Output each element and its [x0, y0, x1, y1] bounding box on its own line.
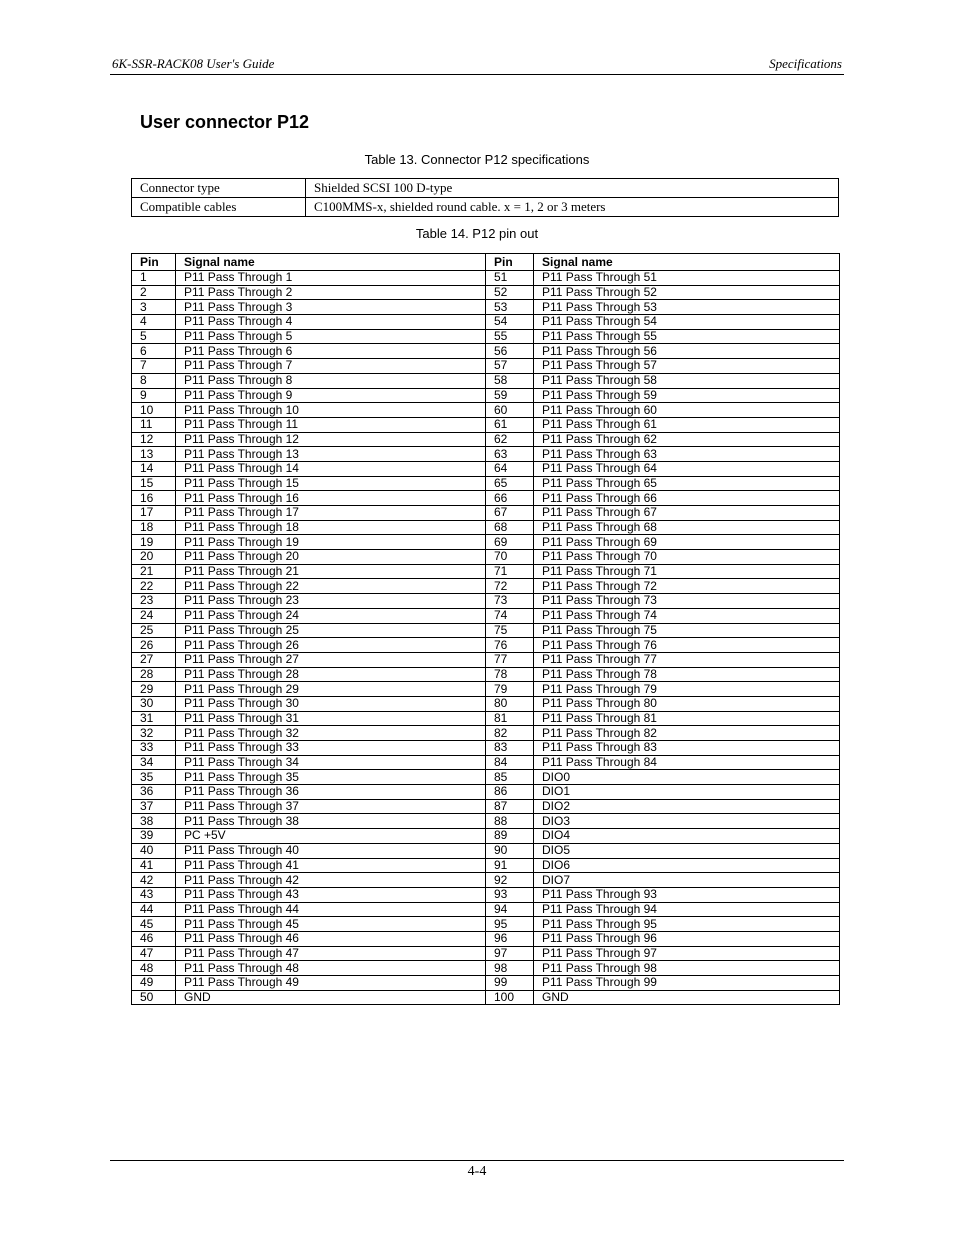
pin-number: 39	[132, 829, 176, 844]
pin-number: 66	[486, 491, 534, 506]
table-row	[132, 829, 840, 844]
table-row	[132, 329, 840, 344]
signal-name: P11 Pass Through 60	[534, 403, 840, 418]
table-row	[132, 946, 840, 961]
pin-number: 88	[486, 814, 534, 829]
signal-name: P11 Pass Through 22	[176, 579, 486, 594]
signal-name: P11 Pass Through 75	[534, 623, 840, 638]
signal-name: P11 Pass Through 74	[534, 608, 840, 623]
table-row	[132, 652, 840, 667]
signal-name: P11 Pass Through 19	[176, 535, 486, 550]
signal-name: P11 Pass Through 17	[176, 506, 486, 521]
signal-name: P11 Pass Through 70	[534, 550, 840, 565]
signal-name: P11 Pass Through 14	[176, 461, 486, 476]
pin-number: 4	[132, 315, 176, 330]
pin-number: 86	[486, 785, 534, 800]
table-row	[132, 373, 840, 388]
signal-name: P11 Pass Through 11	[176, 417, 486, 432]
signal-name: P11 Pass Through 51	[534, 271, 840, 286]
signal-name: DIO0	[534, 770, 840, 785]
signal-name: P11 Pass Through 96	[534, 931, 840, 946]
pin-number: 97	[486, 946, 534, 961]
signal-name: P11 Pass Through 35	[176, 770, 486, 785]
table-row	[132, 961, 840, 976]
signal-name: P11 Pass Through 43	[176, 887, 486, 902]
signal-name: P11 Pass Through 76	[534, 638, 840, 653]
table-row	[132, 799, 840, 814]
signal-name: P11 Pass Through 78	[534, 667, 840, 682]
pin-number: 22	[132, 579, 176, 594]
pin-number: 94	[486, 902, 534, 917]
pin-number: 67	[486, 506, 534, 521]
pin-number: 54	[486, 315, 534, 330]
pin-number: 3	[132, 300, 176, 315]
pin-number: 91	[486, 858, 534, 873]
pin-number: 49	[132, 976, 176, 991]
pin-number: 36	[132, 785, 176, 800]
signal-name: P11 Pass Through 68	[534, 520, 840, 535]
signal-name: P11 Pass Through 54	[534, 315, 840, 330]
signal-name: P11 Pass Through 49	[176, 976, 486, 991]
pin-number: 64	[486, 461, 534, 476]
signal-name: P11 Pass Through 59	[534, 388, 840, 403]
pin-number: 65	[486, 476, 534, 491]
signal-name: P11 Pass Through 4	[176, 315, 486, 330]
signal-name: P11 Pass Through 34	[176, 755, 486, 770]
pin-number: 78	[486, 667, 534, 682]
column-header-pin: Pin	[486, 254, 534, 271]
table-row	[132, 873, 840, 888]
signal-name: P11 Pass Through 27	[176, 652, 486, 667]
pin-number: 70	[486, 550, 534, 565]
signal-name: P11 Pass Through 12	[176, 432, 486, 447]
pin-number: 85	[486, 770, 534, 785]
table-row	[132, 638, 840, 653]
signal-name: P11 Pass Through 8	[176, 373, 486, 388]
pin-number: 89	[486, 829, 534, 844]
table-row	[132, 682, 840, 697]
pin-number: 55	[486, 329, 534, 344]
pin-number: 69	[486, 535, 534, 550]
table-header-row	[132, 254, 840, 271]
signal-name: P11 Pass Through 21	[176, 564, 486, 579]
table-row	[132, 785, 840, 800]
pin-number: 14	[132, 461, 176, 476]
pin-number: 38	[132, 814, 176, 829]
signal-name: DIO2	[534, 799, 840, 814]
signal-name: P11 Pass Through 32	[176, 726, 486, 741]
signal-name: DIO7	[534, 873, 840, 888]
pin-number: 87	[486, 799, 534, 814]
signal-name: P11 Pass Through 80	[534, 696, 840, 711]
signal-name: P11 Pass Through 71	[534, 564, 840, 579]
pin-number: 20	[132, 550, 176, 565]
pin-number: 74	[486, 608, 534, 623]
pin-number: 60	[486, 403, 534, 418]
table-row	[132, 344, 840, 359]
signal-name: P11 Pass Through 95	[534, 917, 840, 932]
pin-number: 18	[132, 520, 176, 535]
signal-name: P11 Pass Through 3	[176, 300, 486, 315]
pin-number: 72	[486, 579, 534, 594]
signal-name: P11 Pass Through 69	[534, 535, 840, 550]
table-row	[132, 741, 840, 756]
pin-number: 50	[132, 990, 176, 1005]
pin-number: 84	[486, 755, 534, 770]
pin-number: 61	[486, 417, 534, 432]
pin-number: 48	[132, 961, 176, 976]
table-row	[132, 359, 840, 374]
table-row	[132, 858, 840, 873]
pin-number: 92	[486, 873, 534, 888]
table-row	[132, 711, 840, 726]
table-row	[132, 814, 840, 829]
pin-number: 90	[486, 843, 534, 858]
pin-number: 8	[132, 373, 176, 388]
table-row	[132, 843, 840, 858]
pin-number: 17	[132, 506, 176, 521]
signal-name: P11 Pass Through 73	[534, 594, 840, 609]
signal-name: P11 Pass Through 20	[176, 550, 486, 565]
signal-name: GND	[534, 990, 840, 1005]
table-row	[132, 990, 840, 1005]
signal-name: P11 Pass Through 52	[534, 285, 840, 300]
table-row	[132, 432, 840, 447]
signal-name: P11 Pass Through 44	[176, 902, 486, 917]
pin-number: 93	[486, 887, 534, 902]
pin-number: 34	[132, 755, 176, 770]
pin-number: 52	[486, 285, 534, 300]
signal-name: P11 Pass Through 57	[534, 359, 840, 374]
table-row	[132, 917, 840, 932]
signal-name: P11 Pass Through 41	[176, 858, 486, 873]
table-row	[132, 476, 840, 491]
signal-name: DIO5	[534, 843, 840, 858]
signal-name: P11 Pass Through 6	[176, 344, 486, 359]
spec-value: Shielded SCSI 100 D-type	[306, 179, 839, 198]
table-row	[132, 403, 840, 418]
signal-name: P11 Pass Through 2	[176, 285, 486, 300]
signal-name: P11 Pass Through 26	[176, 638, 486, 653]
pin-number: 56	[486, 344, 534, 359]
table-row	[132, 491, 840, 506]
signal-name: P11 Pass Through 28	[176, 667, 486, 682]
pin-number: 7	[132, 359, 176, 374]
pin-number: 41	[132, 858, 176, 873]
pin-number: 62	[486, 432, 534, 447]
pin-number: 32	[132, 726, 176, 741]
table-row	[132, 550, 840, 565]
pin-number: 75	[486, 623, 534, 638]
page-header	[110, 54, 844, 75]
pinout-table-body	[132, 271, 840, 1005]
pin-number: 96	[486, 931, 534, 946]
pin-number: 46	[132, 931, 176, 946]
signal-name: P11 Pass Through 24	[176, 608, 486, 623]
pin-number: 80	[486, 696, 534, 711]
signal-name: P11 Pass Through 64	[534, 461, 840, 476]
signal-name: P11 Pass Through 97	[534, 946, 840, 961]
table-row	[132, 461, 840, 476]
signal-name: P11 Pass Through 1	[176, 271, 486, 286]
signal-name: P11 Pass Through 72	[534, 579, 840, 594]
signal-name: DIO3	[534, 814, 840, 829]
table-row	[132, 887, 840, 902]
signal-name: P11 Pass Through 38	[176, 814, 486, 829]
pin-number: 40	[132, 843, 176, 858]
signal-name: P11 Pass Through 79	[534, 682, 840, 697]
table-row	[132, 564, 840, 579]
pin-number: 12	[132, 432, 176, 447]
pin-number: 25	[132, 623, 176, 638]
table-row	[132, 755, 840, 770]
signal-name: P11 Pass Through 47	[176, 946, 486, 961]
table-row	[132, 667, 840, 682]
signal-name: P11 Pass Through 30	[176, 696, 486, 711]
signal-name: P11 Pass Through 55	[534, 329, 840, 344]
signal-name: P11 Pass Through 7	[176, 359, 486, 374]
pin-number: 6	[132, 344, 176, 359]
table-row	[132, 285, 840, 300]
table-row	[132, 976, 840, 991]
pin-number: 82	[486, 726, 534, 741]
pin-number: 83	[486, 741, 534, 756]
column-header-pin: Pin	[132, 254, 176, 271]
table-row	[132, 594, 840, 609]
signal-name: DIO4	[534, 829, 840, 844]
pin-number: 16	[132, 491, 176, 506]
signal-name: P11 Pass Through 9	[176, 388, 486, 403]
pin-number: 100	[486, 990, 534, 1005]
pin-number: 99	[486, 976, 534, 991]
pin-number: 5	[132, 329, 176, 344]
signal-name: GND	[176, 990, 486, 1005]
pin-number: 71	[486, 564, 534, 579]
signal-name: P11 Pass Through 81	[534, 711, 840, 726]
signal-name: P11 Pass Through 48	[176, 961, 486, 976]
signal-name: P11 Pass Through 99	[534, 976, 840, 991]
pin-number: 76	[486, 638, 534, 653]
pin-number: 45	[132, 917, 176, 932]
signal-name: P11 Pass Through 82	[534, 726, 840, 741]
pin-number: 58	[486, 373, 534, 388]
pin-number: 81	[486, 711, 534, 726]
table-row	[132, 696, 840, 711]
pin-number: 98	[486, 961, 534, 976]
signal-name: P11 Pass Through 15	[176, 476, 486, 491]
pin-number: 42	[132, 873, 176, 888]
table-row	[132, 608, 840, 623]
connector-spec-table	[131, 178, 839, 217]
pin-number: 23	[132, 594, 176, 609]
pin-number: 15	[132, 476, 176, 491]
signal-name: P11 Pass Through 23	[176, 594, 486, 609]
signal-name: P11 Pass Through 18	[176, 520, 486, 535]
header-section-name: Specifications	[769, 56, 842, 71]
section-title: User connector P12	[140, 112, 310, 132]
page-footer	[110, 1160, 844, 1180]
table13-caption: Table 13. Connector P12 specifications	[364, 152, 590, 167]
table-row	[132, 179, 839, 198]
pin-number: 10	[132, 403, 176, 418]
pin-number: 30	[132, 696, 176, 711]
pin-number: 37	[132, 799, 176, 814]
pin-number: 26	[132, 638, 176, 653]
signal-name: P11 Pass Through 66	[534, 491, 840, 506]
table-row	[132, 902, 840, 917]
table-row	[132, 535, 840, 550]
pin-number: 35	[132, 770, 176, 785]
signal-name: P11 Pass Through 31	[176, 711, 486, 726]
signal-name: P11 Pass Through 61	[534, 417, 840, 432]
table-row	[132, 520, 840, 535]
table14-caption: Table 14. P12 pin out	[415, 226, 539, 241]
signal-name: P11 Pass Through 5	[176, 329, 486, 344]
signal-name: P11 Pass Through 13	[176, 447, 486, 462]
signal-name: P11 Pass Through 93	[534, 887, 840, 902]
signal-name: P11 Pass Through 65	[534, 476, 840, 491]
signal-name: P11 Pass Through 58	[534, 373, 840, 388]
header-doc-title: 6K-SSR-RACK08 User's Guide	[112, 56, 275, 71]
page-number: 4-4	[467, 1164, 487, 1179]
pin-number: 13	[132, 447, 176, 462]
spec-label: Compatible cables	[132, 198, 306, 217]
pin-number: 95	[486, 917, 534, 932]
pin-number: 27	[132, 652, 176, 667]
signal-name: P11 Pass Through 77	[534, 652, 840, 667]
pin-number: 11	[132, 417, 176, 432]
table-row	[132, 388, 840, 403]
pin-number: 24	[132, 608, 176, 623]
signal-name: P11 Pass Through 10	[176, 403, 486, 418]
signal-name: DIO1	[534, 785, 840, 800]
pin-number: 77	[486, 652, 534, 667]
table-row	[132, 198, 839, 217]
signal-name: P11 Pass Through 36	[176, 785, 486, 800]
pin-number: 29	[132, 682, 176, 697]
pin-number: 73	[486, 594, 534, 609]
signal-name: P11 Pass Through 46	[176, 931, 486, 946]
signal-name: P11 Pass Through 62	[534, 432, 840, 447]
signal-name: P11 Pass Through 42	[176, 873, 486, 888]
table-row	[132, 417, 840, 432]
signal-name: P11 Pass Through 16	[176, 491, 486, 506]
pin-number: 63	[486, 447, 534, 462]
pin-number: 19	[132, 535, 176, 550]
pinout-table	[131, 253, 840, 1005]
table-row	[132, 623, 840, 638]
pin-number: 2	[132, 285, 176, 300]
signal-name: P11 Pass Through 98	[534, 961, 840, 976]
pin-number: 44	[132, 902, 176, 917]
table-row	[132, 447, 840, 462]
column-header-signal: Signal name	[176, 254, 486, 271]
signal-name: P11 Pass Through 63	[534, 447, 840, 462]
pin-number: 51	[486, 271, 534, 286]
table-row	[132, 726, 840, 741]
spec-label: Connector type	[132, 179, 306, 198]
pin-number: 47	[132, 946, 176, 961]
signal-name: P11 Pass Through 33	[176, 741, 486, 756]
signal-name: DIO6	[534, 858, 840, 873]
spec-value: C100MMS-x, shielded round cable. x = 1, 2 or 3 meters	[306, 198, 839, 217]
table-row	[132, 770, 840, 785]
signal-name: P11 Pass Through 67	[534, 506, 840, 521]
signal-name: P11 Pass Through 84	[534, 755, 840, 770]
table-row	[132, 579, 840, 594]
signal-name: P11 Pass Through 83	[534, 741, 840, 756]
pin-number: 9	[132, 388, 176, 403]
signal-name: PC +5V	[176, 829, 486, 844]
pin-number: 79	[486, 682, 534, 697]
pin-number: 59	[486, 388, 534, 403]
pin-number: 68	[486, 520, 534, 535]
signal-name: P11 Pass Through 53	[534, 300, 840, 315]
signal-name: P11 Pass Through 40	[176, 843, 486, 858]
table-row	[132, 931, 840, 946]
pin-number: 53	[486, 300, 534, 315]
signal-name: P11 Pass Through 45	[176, 917, 486, 932]
table-row	[132, 271, 840, 286]
table-row	[132, 300, 840, 315]
pin-number: 33	[132, 741, 176, 756]
signal-name: P11 Pass Through 37	[176, 799, 486, 814]
signal-name: P11 Pass Through 56	[534, 344, 840, 359]
signal-name: P11 Pass Through 94	[534, 902, 840, 917]
pin-number: 43	[132, 887, 176, 902]
pin-number: 57	[486, 359, 534, 374]
table-row	[132, 315, 840, 330]
pin-number: 28	[132, 667, 176, 682]
signal-name: P11 Pass Through 25	[176, 623, 486, 638]
column-header-signal: Signal name	[534, 254, 840, 271]
signal-name: P11 Pass Through 29	[176, 682, 486, 697]
pin-number: 21	[132, 564, 176, 579]
pin-number: 31	[132, 711, 176, 726]
pin-number: 1	[132, 271, 176, 286]
table-row	[132, 506, 840, 521]
